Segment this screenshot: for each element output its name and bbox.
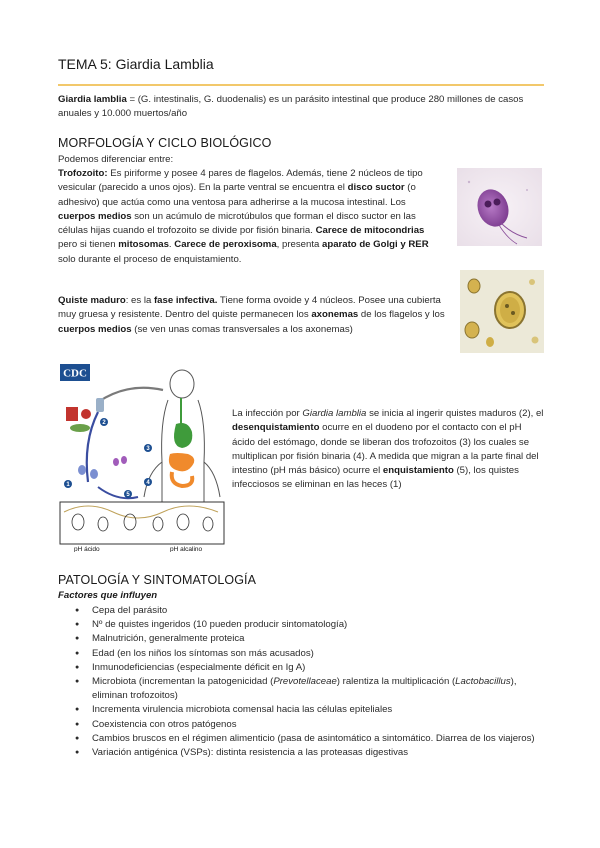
factores-list: [58, 604, 544, 760]
trofozoito-micrograph: [457, 168, 542, 246]
ph-acid-label: pH ácido: [74, 546, 100, 552]
intro-text: = (G. intestinalis, G. duodenalis) es un parásito intestinal que produce 280 millones de casos anuales y 10.000 muertos/año: [58, 94, 524, 119]
list-item: ● Microbiota (incrementan la patogenicidad (Prevotellaceae) ralentiza la multiplicación (Lactobacillus), eliminan trofozoitos): [58, 675, 544, 703]
quiste-micrograph: [460, 270, 544, 353]
stage-marker: 3: [146, 446, 150, 453]
page-title: TEMA 5: Giardia Lamblia: [58, 56, 214, 72]
intro-paragraph: [58, 93, 528, 121]
stage-marker: 5: [126, 492, 130, 499]
list-item: ● Coexistencia con otros patógenos: [58, 718, 544, 732]
list-item: ● Edad (en los niños los síntomas son más acusados): [58, 647, 544, 661]
list-item: ● Malnutrición, generalmente proteica: [58, 632, 544, 646]
stage-marker: 4: [146, 480, 150, 487]
quiste-paragraph: Quiste maduro: es la fase infectiva. Tiene forma ovoide y 4 núcleos. Posee una cubierta muy gruesa y resistente. Dentro del quiste permanecen los axonemas de los flagelos y los cuerpos medios (se ven unas comas transversales a los axonemas): [58, 295, 445, 335]
life-cycle-diagram: [58, 362, 226, 552]
list-item: ● Incrementa virulencia microbiota comensal hacia las células epiteliales: [58, 703, 544, 717]
list-item: ● Cepa del parásito: [58, 604, 544, 618]
section-heading-morfologia: MORFOLOGÍA Y CICLO BIOLÓGICO: [58, 136, 272, 150]
stage-marker: 2: [102, 420, 106, 427]
list-item: ● Variación antigénica (VSPs): distinta resistencia a las proteasas digestivas: [58, 746, 544, 760]
list-item: ● Nº de quistes ingeridos (10 pueden producir sintomatología): [58, 618, 544, 632]
trofozoito-paragraph: Trofozoito: Es piriforme y posee 4 pares de flagelos. Además, tiene 2 núcleos de tipo vesicular (parecido a unos ojos). En la parte ventral se encuentra el disco suctor (o adhesivo) que actúa como una ventosa para adherirse a la mucosa intestinal. Los cuerpos medios son un acúmulo de microtúbulos que forman el disco suctor en las células hijas cuando el trofozoito se divide por fisión binaria. Carece de mitocondrias pero si tienen mitosomas. Carece de peroxisoma, presenta aparato de Golgi y RER solo durante el proceso de enquistamiento.: [58, 168, 429, 265]
cdc-logo: CDC: [63, 367, 87, 380]
intro-term: Giardia lamblia: [58, 94, 127, 105]
ciclo-paragraph: La infección por Giardia lamblia se inicia al ingerir quistes maduros (2), el desenquistamiento ocurre en el duodeno por el contacto con el pH ácido del estómago, donde se liberan dos trofozoitos (3) los cuales se multiplican por fisión binaria (4). A medida que migran a la parte final del intestino (pH más básico) ocurre el enquistamiento (5), los quistes infecciosos se eliminan en las heces (1): [232, 408, 544, 491]
ph-alkaline-label: pH alcalino: [170, 546, 203, 552]
factores-subheading: Factores que influyen: [58, 590, 158, 601]
list-item: ● Cambios bruscos en el régimen alimenticio (pasa de asintomático a sintomático. Diarrea de los viajeros): [58, 732, 544, 746]
list-item: ● Inmunodeficiencias (especialmente déficit en Ig A): [58, 661, 544, 675]
title-divider: [58, 84, 544, 86]
morfologia-lead: Podemos diferenciar entre:: [58, 154, 174, 165]
section-heading-patologia: PATOLOGÍA Y SINTOMATOLOGÍA: [58, 573, 257, 587]
stage-marker: 1: [66, 482, 70, 489]
